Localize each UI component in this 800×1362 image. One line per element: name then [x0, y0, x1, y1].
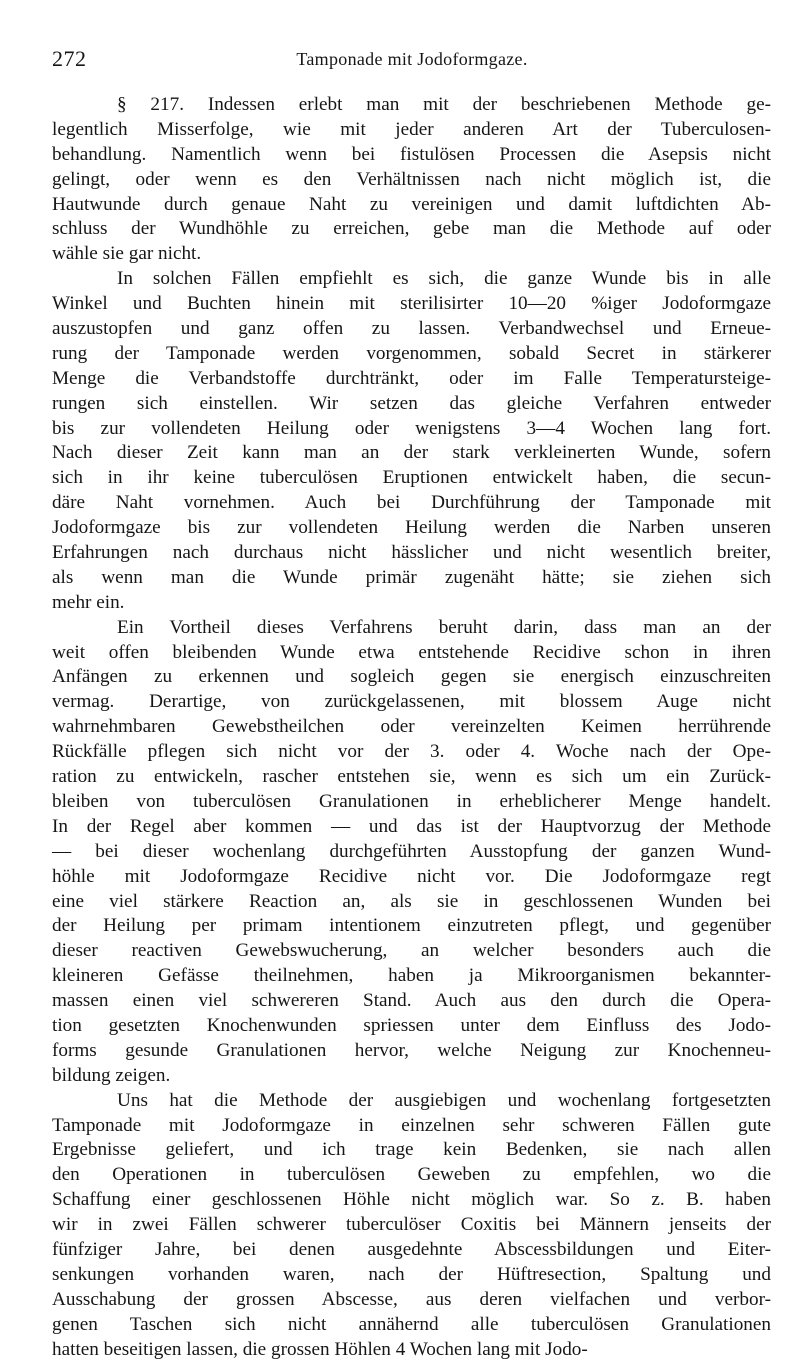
text-line: wir in zwei Fällen schwerer tuberculöser Coxitis bei Männern jenseits der [52, 1214, 771, 1236]
page-header [52, 46, 772, 80]
text-line: vermag. Derartige, von zurückgelassenen, mit blossem Auge nicht [52, 691, 771, 713]
text-line: bleiben von tuberculösen Granulationen in erheblicherer Menge handelt. [52, 790, 771, 812]
text-line: Ergebnisse geliefert, und ich trage kein Bedenken, sie nach allen [52, 1139, 771, 1161]
text-line: däre Naht vornehmen. Auch bei Durchführung der Tamponade mit [52, 492, 771, 514]
text-line: Uns hat die Methode der ausgiebigen und wochenlang fortgesetzten [117, 1089, 771, 1111]
text-line: Ein Vortheil dieses Verfahrens beruht darin, dass man an der [117, 616, 771, 638]
text-line: forms gesunde Granulationen hervor, welche Neigung zur Knochenneu- [52, 1039, 771, 1061]
text-line: dieser reactiven Gewebswucherung, an welcher besonders auch die [52, 940, 771, 962]
text-line: Hautwunde durch genaue Naht zu vereinigen und damit luftdichten Ab- [52, 193, 771, 215]
text-line: Erfahrungen nach durchaus nicht hässlicher und nicht wesentlich breiter, [52, 542, 771, 564]
text-line: In der Regel aber kommen — und das ist der Hauptvorzug der Methode [52, 815, 771, 837]
text-line: Winkel und Buchten hinein mit sterilisirter 10—20 %iger Jodoformgaze [52, 293, 771, 315]
text-line: eine viel stärkere Reaction an, als sie in geschlossenen Wunden bei [52, 890, 771, 912]
text-line: In solchen Fällen empfiehlt es sich, die ganze Wunde bis in alle [117, 268, 771, 290]
text-line: rung der Tamponade werden vorgenommen, sobald Secret in stärkerer [52, 342, 771, 364]
text-line: Jodoformgaze bis zur vollendeten Heilung werden die Narben unseren [52, 517, 771, 539]
text-line: bis zur vollendeten Heilung oder wenigstens 3—4 Wochen lang fort. [52, 417, 771, 439]
text-line: fünfziger Jahre, bei denen ausgedehnte Abscessbildungen und Eiter- [52, 1238, 771, 1260]
text-line: Ausschabung der grossen Abscesse, aus deren vielfachen und verbor- [52, 1288, 771, 1310]
text-line: den Operationen in tuberculösen Geweben zu empfehlen, wo die [52, 1164, 771, 1186]
text-line: Schaffung einer geschlossenen Höhle nicht möglich war. So z. B. haben [52, 1189, 771, 1211]
text-line: Rückfälle pflegen sich nicht vor der 3. oder 4. Woche nach der Ope- [52, 741, 771, 763]
text-line: kleineren Gefässe theilnehmen, haben ja Mikroorganismen bekannter- [52, 965, 771, 987]
text-line: hatten beseitigen lassen, die grossen Höhlen 4 Wochen lang mit Jodo- [52, 1338, 588, 1360]
text-line: auszustopfen und ganz offen zu lassen. Verbandwechsel und Erneue- [52, 318, 771, 340]
page-number: 272 [52, 46, 87, 71]
text-line: mehr ein. [52, 591, 125, 613]
text-line: ration zu entwickeln, rascher entstehen sie, wenn es sich um ein Zurück- [52, 766, 771, 788]
text-line: weit offen bleibenden Wunde etwa entstehende Recidive schon in ihren [52, 641, 771, 663]
text-line: rungen sich einstellen. Wir setzen das gleiche Verfahren entweder [52, 392, 771, 414]
text-line: höhle mit Jodoformgaze Recidive nicht vor. Die Jodoformgaze regt [52, 865, 771, 887]
text-line: tion gesetzten Knochenwunden spriessen unter dem Einfluss des Jodo- [52, 1014, 771, 1036]
text-line: behandlung. Namentlich wenn bei fistulösen Processen die Asepsis nicht [52, 143, 771, 165]
text-line: — bei dieser wochenlang durchgeführten Ausstopfung der ganzen Wund- [52, 840, 771, 862]
text-line: genen Taschen sich nicht annähernd alle tuberculösen Granulationen [52, 1313, 771, 1335]
text-line: wahrnehmbaren Gewebstheilchen oder vereinzelten Keimen herrührende [52, 716, 771, 738]
text-line: Anfängen zu erkennen und sogleich gegen sie energisch einzuschreiten [52, 666, 771, 688]
text-line: der Heilung per primam intentionem einzutreten pflegt, und gegenüber [52, 915, 771, 937]
text-line: Tamponade mit Jodoformgaze in einzelnen sehr schweren Fällen gute [52, 1114, 771, 1136]
text-line: bildung zeigen. [52, 1064, 171, 1086]
text-line: senkungen vorhanden waren, nach der Hüftresection, Spaltung und [52, 1263, 771, 1285]
text-line: wähle sie gar nicht. [52, 243, 202, 265]
text-line: legentlich Misserfolge, wie mit jeder anderen Art der Tuberculosen- [52, 118, 771, 140]
body-text [52, 93, 771, 1362]
text-line: § 217. Indessen erlebt man mit der beschriebenen Methode ge- [117, 94, 771, 115]
text-line: massen einen viel schwereren Stand. Auch aus den durch die Opera- [52, 990, 771, 1012]
running-title: Tamponade mit Jodoformgaze. [296, 49, 528, 69]
paragraph [52, 1089, 771, 1362]
paragraph [52, 267, 771, 615]
text-line: Nach dieser Zeit kann man an der stark verkleinerten Wunde, sofern [52, 442, 771, 464]
text-line: als wenn man die Wunde primär zugenäht hätte; sie ziehen sich [52, 566, 771, 588]
text-line: schluss der Wundhöhle zu erreichen, gebe man die Methode auf oder [52, 218, 771, 240]
text-line: gelingt, oder wenn es den Verhältnissen nach nicht möglich ist, die [52, 168, 771, 190]
text-line: sich in ihr keine tuberculösen Eruptionen entwickelt haben, die secun- [52, 467, 771, 489]
paragraph [52, 93, 771, 267]
paragraph [52, 616, 771, 1089]
text-line: Menge die Verbandstoffe durchtränkt, oder im Falle Temperatursteige- [52, 367, 771, 389]
